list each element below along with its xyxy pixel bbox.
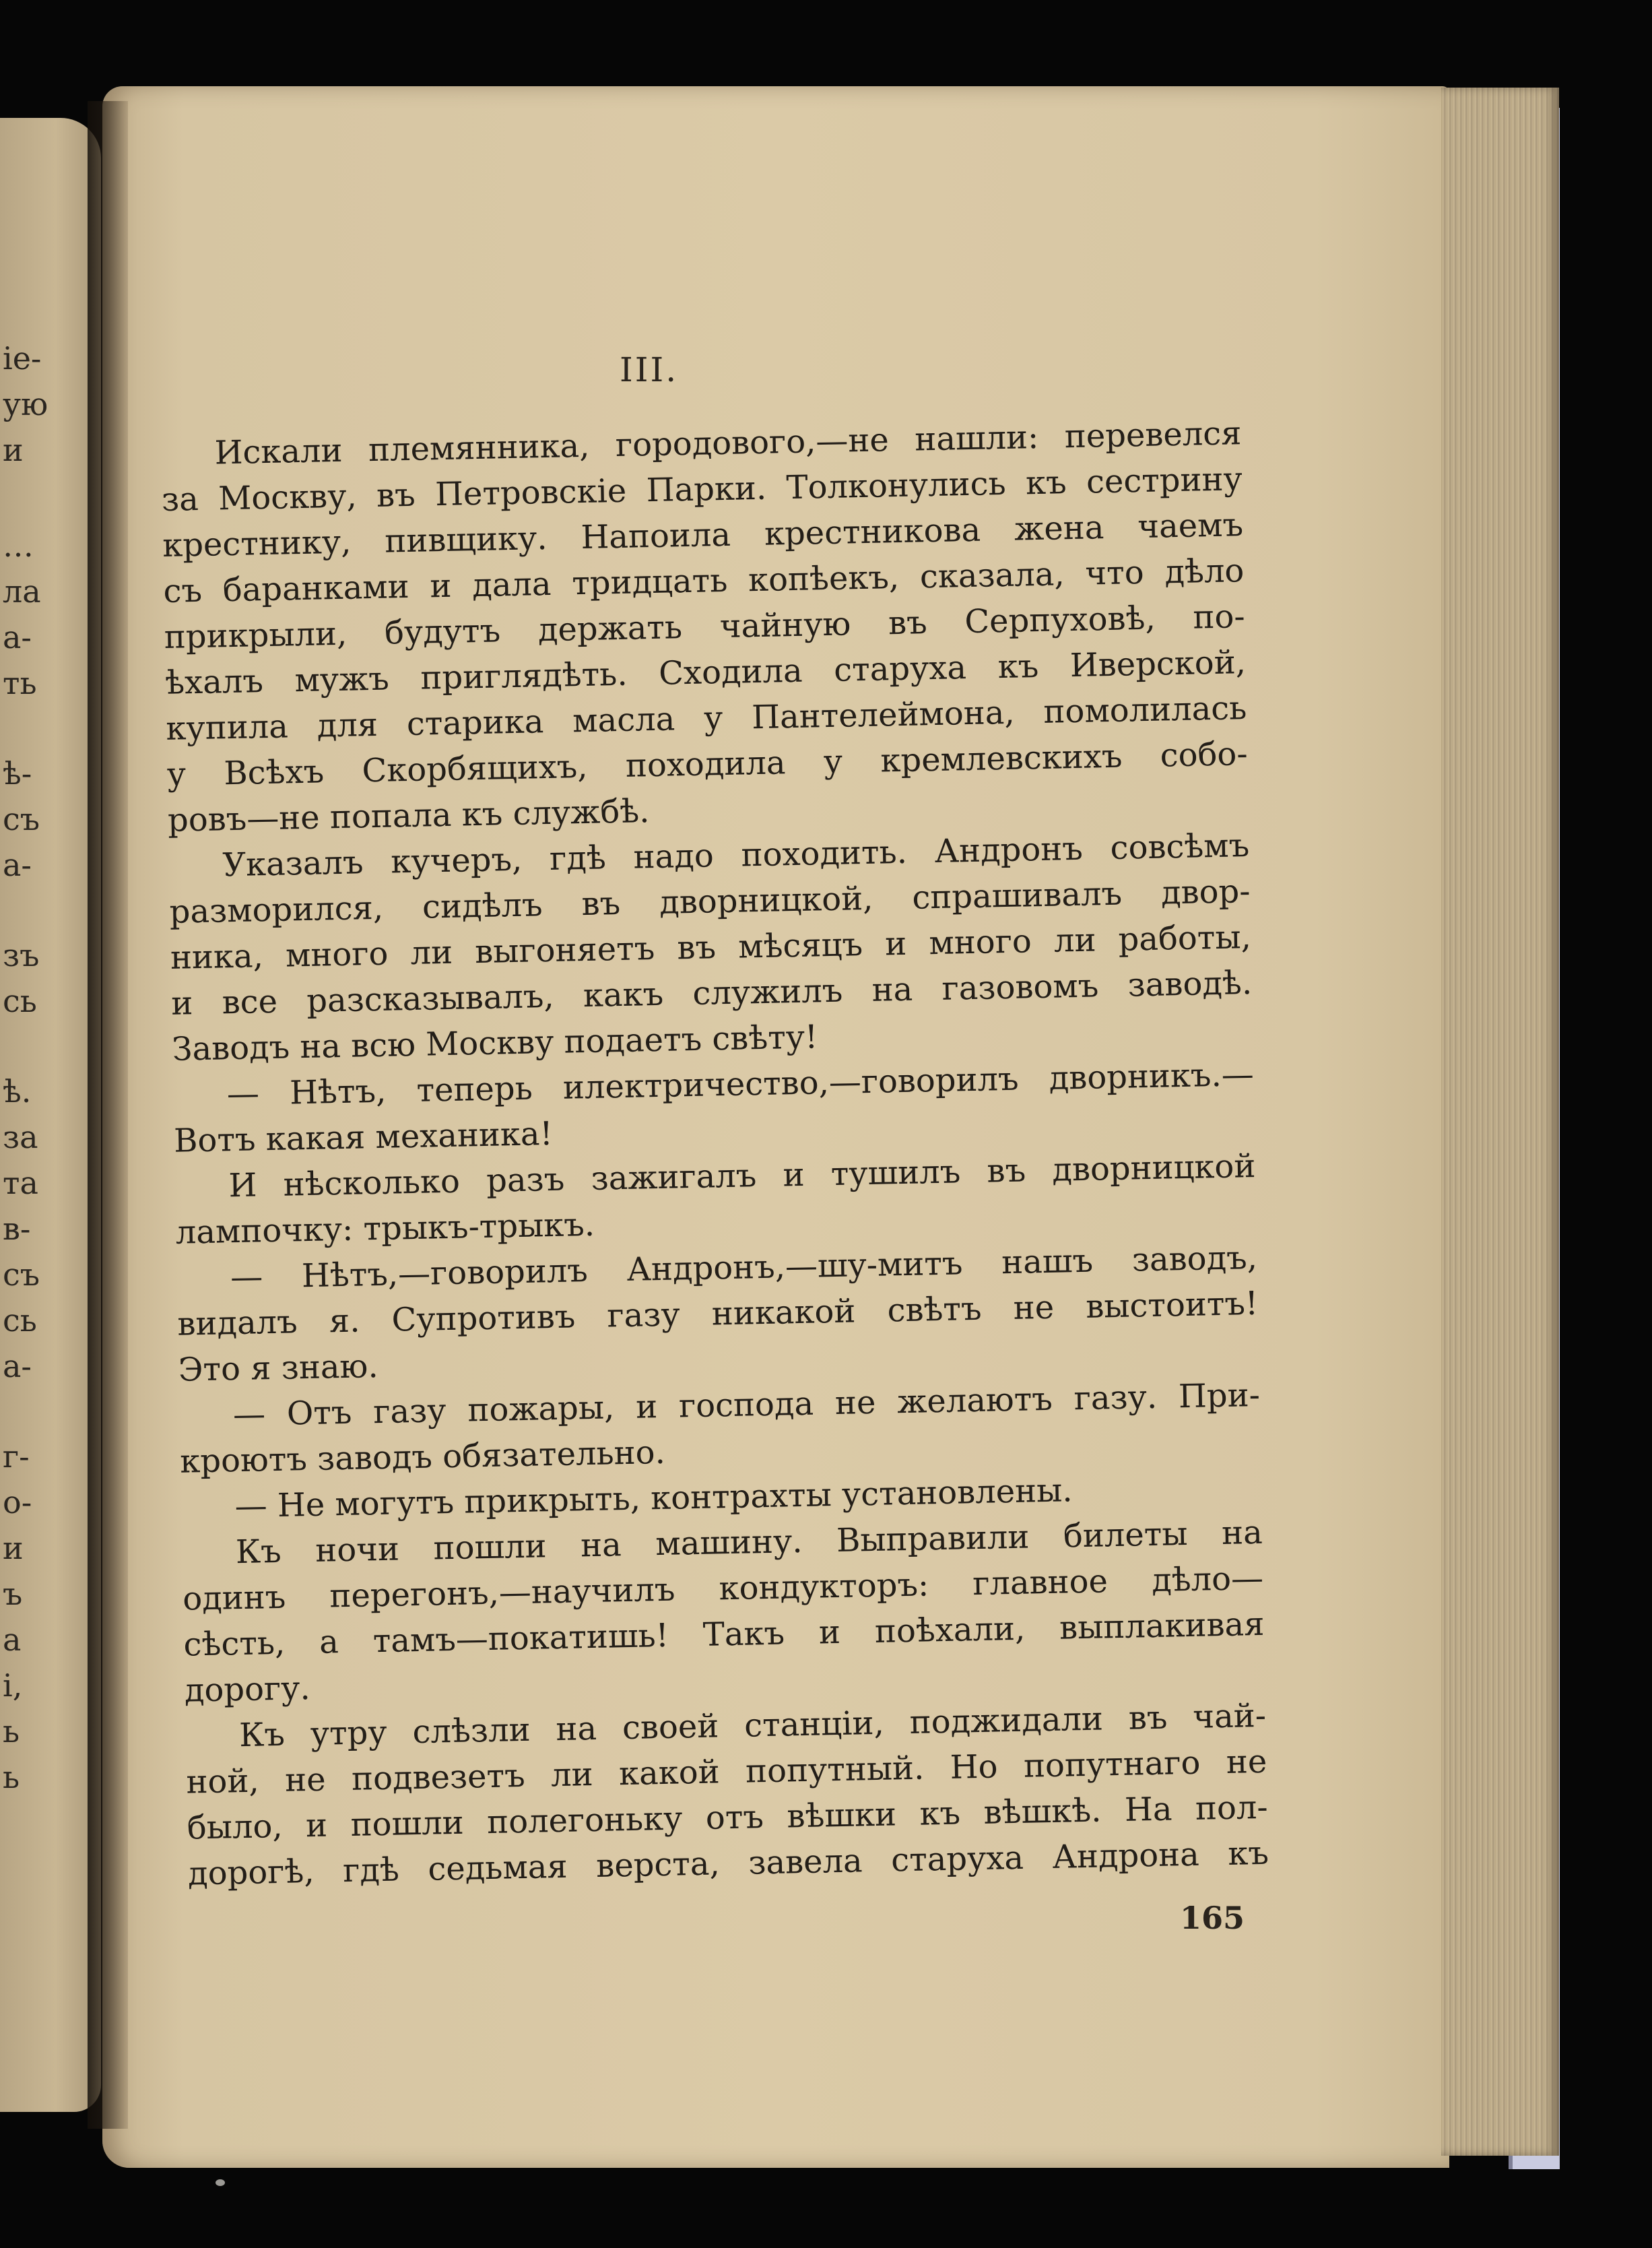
text-line: кроютъ заводъ обязательно.: [179, 1433, 666, 1481]
left-page-fragment: ѣ-: [3, 755, 32, 792]
text-line: и все разсказывалъ, какъ служилъ на газовомъ заводѣ.: [170, 964, 1253, 1023]
left-page-fragment: ла: [3, 573, 41, 610]
text-line: за Москву, въ Петровскіе Парки. Толконулись къ сестрину: [161, 460, 1243, 519]
book-gutter: [88, 101, 128, 2129]
left-page-fragment: сь: [3, 1302, 37, 1339]
left-page-fragment: ть: [3, 665, 37, 701]
text-line: купила для старика масла у Пантелеймона, помолилась: [165, 689, 1247, 748]
left-page-fragment: съ: [3, 1256, 40, 1293]
text-line: было, и пошли полегоньку отъ вѣшки къ вѣшкѣ. На пол-: [187, 1788, 1269, 1847]
text-line: лампочку: трыкъ-трыкъ.: [175, 1205, 595, 1252]
page-number: 165: [1180, 1900, 1245, 1936]
text-line: И нѣсколько разъ зажигалъ и тушилъ въ дворницкой: [228, 1147, 1256, 1205]
text-line: — Нѣтъ, теперь илектричество,—говорилъ дворникъ.—: [226, 1056, 1255, 1114]
left-page-fragment: ь: [3, 1759, 20, 1795]
text-line: Искали племянника, городового,—не нашли: перевелся: [214, 414, 1242, 472]
left-page-fragment: зъ: [3, 937, 40, 973]
left-page-fragment: за: [3, 1119, 38, 1155]
text-line: ной, не подвезетъ ли какой попутный. Но попутнаго не: [185, 1742, 1267, 1801]
left-page-fragment: а-: [3, 619, 32, 655]
text-line: сѣсть, а тамъ—покатишь! Такъ и поѣхали, выплакивая: [183, 1605, 1265, 1664]
text-line: — Отъ газу пожары, и господа не желаютъ газу. При-: [232, 1376, 1261, 1434]
text-line: дорогу.: [184, 1669, 311, 1710]
left-page-fragment: о-: [3, 1484, 32, 1520]
left-page-fragment: ъ: [3, 1576, 23, 1612]
chapter-heading: III.: [620, 350, 679, 389]
left-page-fragment: і,: [3, 1667, 23, 1704]
text-line: Это я знаю.: [178, 1347, 379, 1389]
dust-speck: [216, 2179, 225, 2186]
text-line: Къ ночи пошли на машину. Выправили билеты на: [235, 1513, 1263, 1572]
body-text: [160, 410, 1269, 1896]
left-page-fragment: и: [3, 432, 24, 468]
text-line: дорогѣ, гдѣ седьмая верста, завела старуха Андрона къ: [187, 1834, 1269, 1893]
left-page-fragment: и: [3, 1530, 24, 1566]
left-page-fragment: а: [3, 1621, 22, 1658]
left-page-fragment: сь: [3, 983, 37, 1019]
text-line: видалъ я. Супротивъ газу никакой свѣтъ не выстоитъ!: [176, 1284, 1259, 1343]
left-page-fragment: съ: [3, 801, 40, 837]
page-edges: [1441, 88, 1559, 2156]
text-line: крестнику, пивщику. Напоила крестникова жена чаемъ: [162, 506, 1244, 565]
text-line: разморился, сидѣлъ въ дворницкой, спрашивалъ двор-: [169, 872, 1251, 931]
text-line: ровъ—не попала къ службѣ.: [167, 792, 650, 839]
text-line: Къ утру слѣзли на своей станціи, поджидали въ чай-: [238, 1696, 1267, 1755]
text-line: одинъ перегонъ,—научилъ кондукторъ: главное дѣло—: [182, 1559, 1264, 1618]
left-page-fragment: ую: [3, 386, 48, 422]
text-line: у Всѣхъ Скорбящихъ, походила у кремлевскихъ собо-: [166, 735, 1249, 794]
left-page-edge: [0, 118, 101, 2112]
text-line: ника, много ли выгоняетъ въ мѣсяцъ и много ли работы,: [170, 918, 1252, 977]
left-page-fragment: ь: [3, 1713, 20, 1749]
left-page-fragment: ѣ.: [3, 1073, 32, 1110]
text-line: Указалъ кучеръ, гдѣ надо походить. Андронъ совсѣмъ: [222, 827, 1250, 885]
text-line: — Нѣтъ,—говорилъ Андронъ,—шу-митъ нашъ заводъ,: [230, 1238, 1258, 1297]
text-line: Вотъ какая механика!: [173, 1115, 554, 1160]
left-page-fragment: …: [3, 527, 34, 564]
left-page-fragment: та: [3, 1165, 38, 1201]
text-line: Заводъ на всю Москву подаетъ свѣту!: [172, 1018, 818, 1068]
left-page-fragment: ie-: [3, 340, 42, 377]
text-line: ѣхалъ мужъ приглядѣть. Сходила старуха къ Иверской,: [164, 643, 1247, 702]
text-line: прикрыли, будутъ держать чайную въ Серпуховѣ, по-: [164, 598, 1246, 656]
left-page-fragment: а-: [3, 847, 32, 883]
left-page-fragment: а-: [3, 1348, 32, 1384]
text-line: съ баранками и дала тридцать копѣекъ, сказала, что дѣло: [163, 552, 1245, 610]
left-page-fragment: в-: [3, 1211, 31, 1247]
left-page-fragment: г-: [3, 1438, 30, 1475]
text-line: — Не могутъ прикрыть, контрахты установлены.: [234, 1471, 1073, 1526]
